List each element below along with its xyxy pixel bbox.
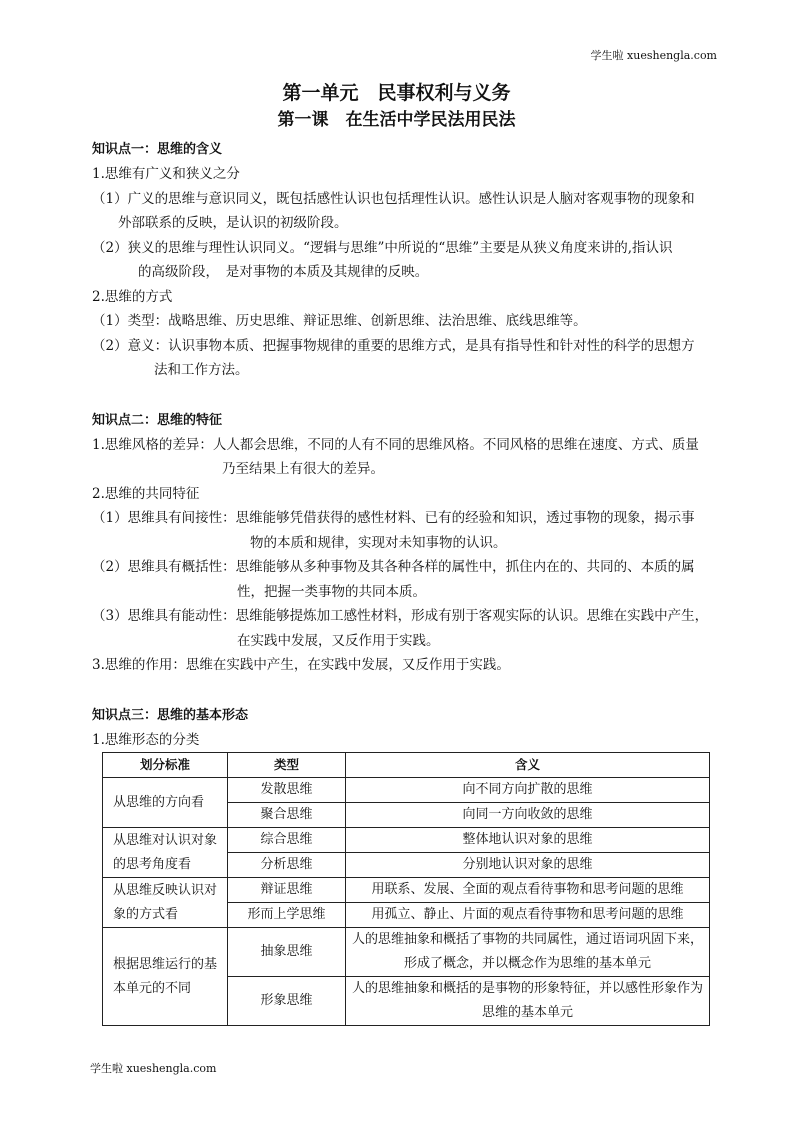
type-cell: 形而上学思维 <box>228 903 346 928</box>
s1-line6b: 法和工作方法。 <box>154 362 249 378</box>
s1-line3b: 的高级阶段， 是对事物的本质及其规律的反映。 <box>138 264 429 280</box>
s2-line1a: 1.思维风格的差异：人人都会思维，不同的人有不同的思维风格。不同风格的思维在速度、方式、质量 <box>92 436 699 453</box>
s1-line3a: （2）狭义的思维与理性认识同义。“逻辑与思维”中所说的“思维”主要是从狭义角度来讲的,指认识 <box>92 239 673 256</box>
lesson-title: 第一课 在生活中学民法用民法 <box>277 110 516 130</box>
table-row <box>103 778 710 803</box>
table-row <box>103 828 710 853</box>
table-row <box>103 928 710 977</box>
meaning-cell: 用孤立、静止、片面的观点看待事物和思考问题的思维 <box>346 903 710 928</box>
meaning-cell: 整体地认识对象的思维 <box>346 828 710 853</box>
s1-line2a: （1）广义的思维与意识同义，既包括感性认识也包括理性认识。感性认识是人脑对客观事物的现象和 <box>92 190 695 207</box>
type-cell: 辩证思维 <box>228 878 346 903</box>
s1-line1: 1.思维有广义和狭义之分 <box>92 166 240 182</box>
criterion-cell: 从思维的方向看 <box>103 778 228 828</box>
type-cell: 分析思维 <box>228 853 346 878</box>
footer-watermark: 学生啦 xueshengla.com <box>90 1062 217 1075</box>
meaning-cell: 向同一方向收敛的思维 <box>346 803 710 828</box>
s2-line2: 2.思维的共同特征 <box>92 485 200 502</box>
s2-line4b: 性，把握一类事物的共同本质。 <box>237 583 426 600</box>
s2-line4a: （2）思维具有概括性：思维能够从多种事物及其各种各样的属性中，抓住内在的、共同的、本质的属 <box>92 559 695 575</box>
s2-line5b: 在实践中发展，又反作用于实践。 <box>237 632 440 649</box>
table-header-criterion: 划分标准 <box>103 753 228 778</box>
section3-heading: 知识点三：思维的基本形态 <box>92 707 249 723</box>
s2-line1b: 乃至结果上有很大的差异。 <box>222 461 384 477</box>
meaning-cell: 向不同方向扩散的思维 <box>346 778 710 803</box>
s2-line5a: （3）思维具有能动性：思维能够提炼加工感性材料，形成有别于客观实际的认识。思维在实践中产生， <box>92 608 709 624</box>
type-cell: 综合思维 <box>228 828 346 853</box>
table-header-meaning: 含义 <box>346 753 710 778</box>
type-cell: 聚合思维 <box>228 803 346 828</box>
document-body <box>92 128 724 1026</box>
table-header-type: 类型 <box>228 753 346 778</box>
s1-line6a: （2）意义：认识事物本质、把握事物规律的重要的思维方式，是具有指导性和针对性的科学的思想方 <box>92 337 695 354</box>
s3-line1: 1.思维形态的分类 <box>92 731 200 748</box>
criterion-cell: 从思维反映认识对象的方式看 <box>103 878 228 928</box>
type-cell: 抽象思维 <box>228 928 346 977</box>
section1-heading: 知识点一：思维的含义 <box>92 142 223 157</box>
s2-line3a: （1）思维具有间接性：思维能够凭借获得的感性材料、已有的经验和知识，透过事物的现象，揭示事 <box>92 510 695 526</box>
s2-line6: 3.思维的作用：思维在实践中产生，在实践中发展，又反作用于实践。 <box>92 657 510 673</box>
s1-line4: 2.思维的方式 <box>92 288 173 305</box>
criterion-cell: 从思维对认识对象的思考角度看 <box>103 828 228 878</box>
thinking-forms-table <box>102 752 710 1026</box>
table-row <box>103 878 710 903</box>
type-cell: 发散思维 <box>228 778 346 803</box>
s1-line2b: 外部联系的反映，是认识的初级阶段。 <box>118 215 348 231</box>
table-header-row <box>103 753 710 778</box>
criterion-cell: 根据思维运行的基本单元的不同 <box>103 928 228 1026</box>
meaning-cell: 用联系、发展、全面的观点看待事物和思考问题的思维 <box>346 878 710 903</box>
s1-line5: （1）类型：战略思维、历史思维、辩证思维、创新思维、法治思维、底线思维等。 <box>92 313 587 329</box>
unit-title: 第一单元 民事权利与义务 <box>282 82 511 104</box>
section2-heading: 知识点二：思维的特征 <box>92 412 223 428</box>
meaning-cell: 分别地认识对象的思维 <box>346 853 710 878</box>
type-cell: 形象思维 <box>228 977 346 1026</box>
meaning-cell: 人的思维抽象和概括的是事物的形象特征，并以感性形象作为思维的基本单元 <box>346 977 710 1026</box>
meaning-cell: 人的思维抽象和概括了事物的共同属性，通过语词巩固下来，形成了概念，并以概念作为思维的基本单元 <box>346 928 710 977</box>
s2-line3b: 物的本质和规律，实现对未知事物的认识。 <box>250 534 507 551</box>
header-watermark: 学生啦 xueshengla.com <box>590 49 717 62</box>
